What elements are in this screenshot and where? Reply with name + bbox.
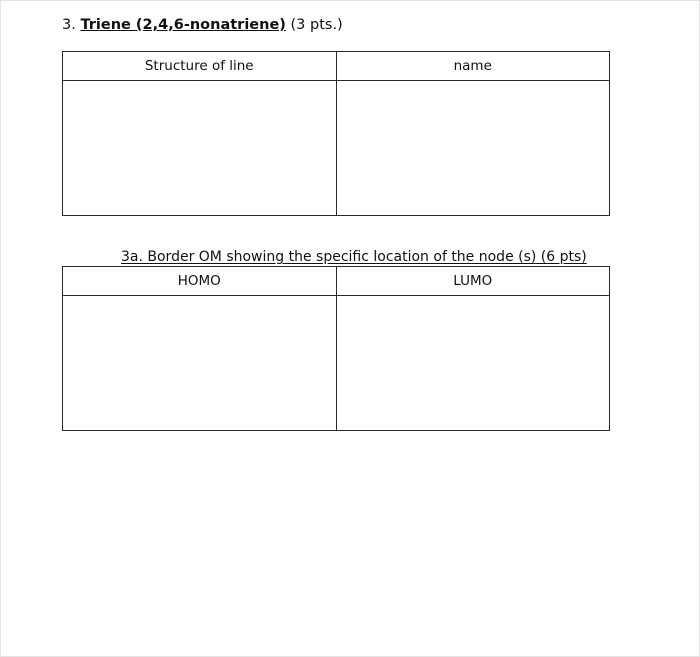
section-3a-caption: 3a. Border OM showing the specific location of the node (s) (6 pts) [121,249,587,265]
structure-answer-cell[interactable] [63,81,337,216]
structure-name-table [62,51,610,216]
homo-answer-cell[interactable] [63,296,337,431]
homo-lumo-table [62,266,610,431]
table-header-row [63,267,610,296]
question-number: 3. [62,17,76,33]
question-points: (3 pts.) [290,17,343,33]
table-answer-row [63,296,610,431]
header-structure-of-line: Structure of line [63,52,337,81]
lumo-answer-cell[interactable] [336,296,610,431]
header-name: name [336,52,610,81]
header-homo: HOMO [63,267,337,296]
question-heading [62,17,343,33]
table-header-row [63,52,610,81]
table-answer-row [63,81,610,216]
question-title: Triene (2,4,6-nonatriene) [80,17,286,33]
name-answer-cell[interactable] [336,81,610,216]
header-lumo: LUMO [336,267,610,296]
